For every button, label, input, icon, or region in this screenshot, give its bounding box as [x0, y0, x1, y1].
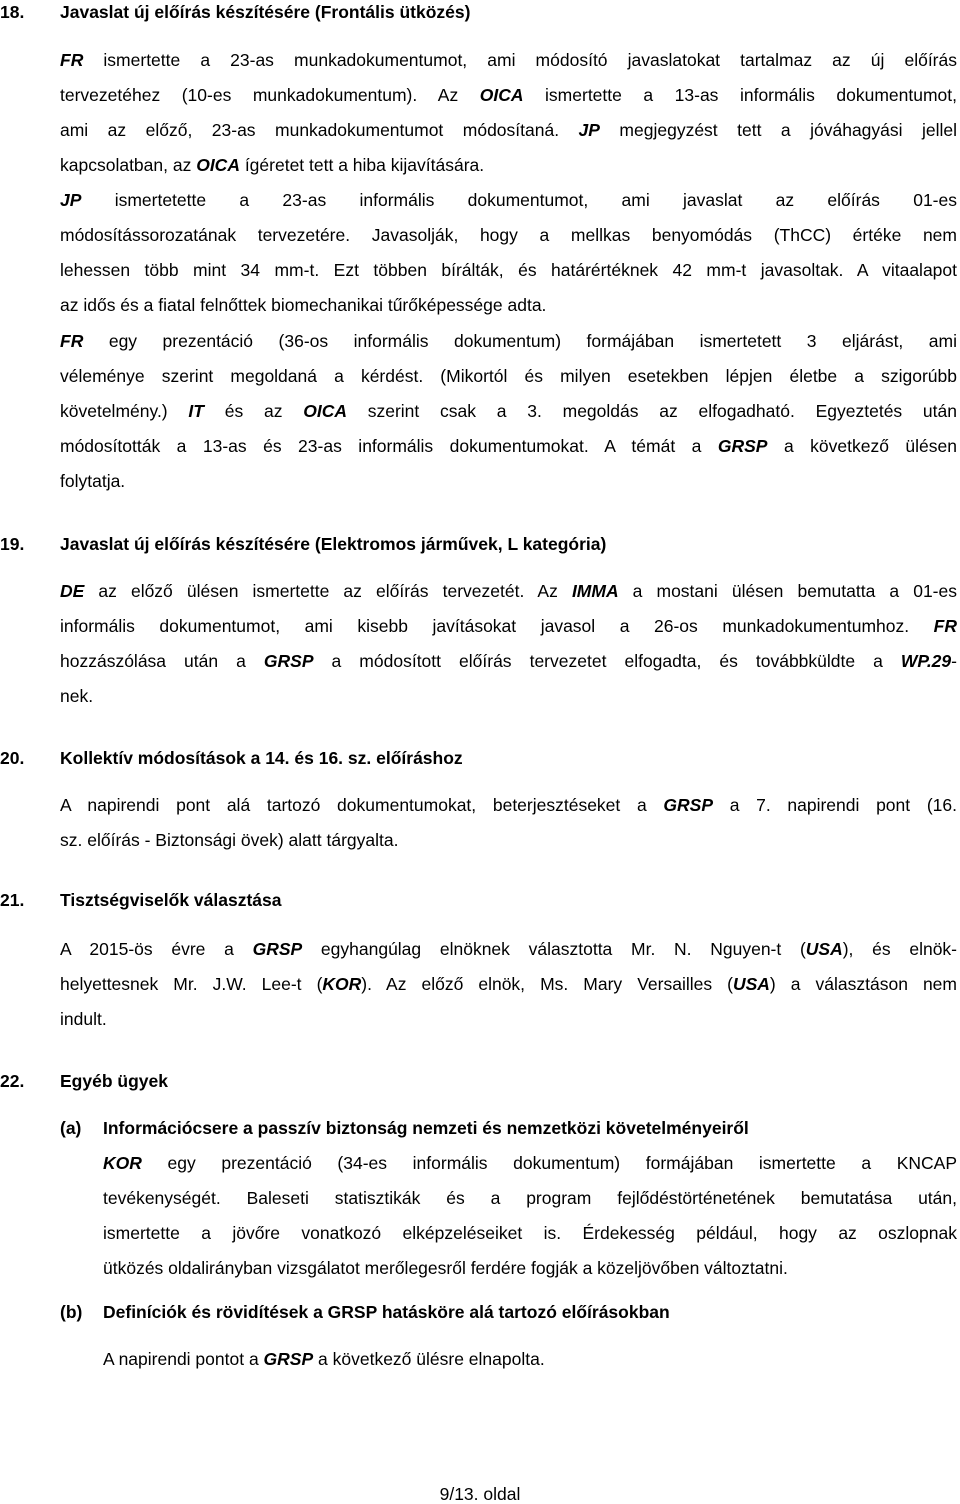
section-title: Javaslat új előírás készítésére (Frontális ütközés)	[60, 2, 471, 22]
text-run: -	[951, 651, 957, 671]
text-line	[60, 1002, 957, 1037]
emphasis-term: FR	[933, 616, 957, 636]
text-run: ígéretet tett a hiba kijavítására.	[239, 155, 485, 175]
text-run: az előző ülésen ismertette az előírás tervezetét. Az	[84, 581, 572, 601]
emphasis-term: IT	[188, 401, 204, 421]
emphasis-term: USA	[732, 974, 770, 994]
text-run: ismertette a 23-as munkadokumentumot, ami módosító javaslatokat tartalmaz az új előírás	[83, 50, 957, 70]
emphasis-term: USA	[805, 939, 843, 959]
text-run: a következő ülésre elnapolta.	[313, 1349, 545, 1369]
section-paragraph	[60, 43, 957, 183]
text-line	[60, 148, 957, 183]
section-paragraph	[60, 788, 957, 858]
text-line	[60, 679, 957, 714]
text-run: módosítássorozatának tervezetére. Javasolják, hogy a mellkas benyomódás (ThCC) értéke nem	[60, 225, 957, 245]
text-run: ) a választáson nem	[769, 974, 957, 994]
emphasis-term: KOR	[103, 1153, 142, 1173]
text-line	[60, 609, 957, 644]
text-line	[60, 253, 957, 288]
section-number: 20.	[0, 748, 25, 768]
text-line	[60, 394, 957, 429]
text-line	[60, 183, 957, 218]
text-run: helyettesnek Mr. J.W. Lee-t (	[60, 974, 323, 994]
page-number: 9/13. oldal	[439, 1484, 521, 1504]
text-run: ). Az előző elnök, Ms. Mary Versailles (	[361, 974, 733, 994]
text-run: A 2015-ös évre a	[60, 939, 253, 959]
section-paragraph	[60, 574, 957, 714]
emphasis-term: OICA	[479, 85, 524, 105]
emphasis-term: OICA	[196, 155, 240, 175]
text-line	[60, 113, 957, 148]
text-run: A napirendi pontot a	[103, 1349, 264, 1369]
emphasis-term: FR	[60, 331, 84, 351]
text-line	[60, 218, 957, 253]
text-run: ami az előző, 23-as munkadokumentumot módosítaná.	[60, 120, 579, 140]
section-number: 22.	[0, 1071, 25, 1091]
text-run: ütközés oldalirányban vizsgálatot merőlegesről ferdére fogják a közeljövőben változtatni.	[103, 1258, 788, 1278]
text-run: informális dokumentumot, ami kisebb javításokat javasol a 26-os munkadokumentumhoz.	[60, 616, 934, 636]
emphasis-term: GRSP	[263, 1349, 314, 1369]
section-title: Javaslat új előírás készítésére (Elektromos járművek, L kategória)	[60, 534, 607, 554]
text-run: módosították a 13-as és 23-as informális dokumentumokat. A témát a	[60, 436, 718, 456]
section-number: 18.	[0, 2, 25, 22]
text-run: egyhangúlag elnöknek választotta Mr. N. Nguyen-t (	[302, 939, 806, 959]
text-run: ismertette a 13-as informális dokumentumot,	[523, 85, 957, 105]
section-number: 21.	[0, 890, 25, 910]
text-line	[60, 429, 957, 464]
text-line	[60, 574, 957, 609]
text-run: a következő ülésen	[767, 436, 957, 456]
text-run: véleménye szerint megoldaná a kérdést. (Mikortól és milyen esetekben lépjen életbe a szigorúbb	[60, 366, 957, 386]
text-line	[60, 324, 957, 359]
text-line	[60, 464, 957, 499]
emphasis-term: GRSP	[663, 795, 713, 815]
section-paragraph	[60, 183, 957, 323]
subsection-paragraph	[103, 1342, 957, 1377]
text-run: egy prezentáció (34-es informális dokumentum) formájában ismertette a KNCAP	[141, 1153, 957, 1173]
emphasis-term: IMMA	[571, 581, 619, 601]
emphasis-term: OICA	[303, 401, 347, 421]
text-line	[60, 359, 957, 394]
text-run: tervezetéhez (10-es munkadokumentum). Az	[60, 85, 480, 105]
text-line	[60, 932, 957, 967]
section-paragraph	[60, 324, 957, 499]
text-line	[103, 1251, 957, 1286]
text-run: sz. előírás - Biztonsági övek) alatt tárgyalta.	[60, 830, 399, 850]
subsection-paragraph	[103, 1146, 957, 1286]
text-run: indult.	[60, 1009, 107, 1029]
text-run: tevékenységét. Baleseti statisztikák és a program fejlődéstörténetének bemutatása után,	[103, 1188, 957, 1208]
text-run: az idős és a fiatal felnőttek biomechanikai tűrőképessége adta.	[60, 295, 547, 315]
text-line	[60, 967, 957, 1002]
text-line	[103, 1216, 957, 1251]
text-run: egy prezentáció (36-os informális dokumentum) formájában ismertetett 3 eljárást, ami	[83, 331, 957, 351]
subsection-title: Definíciók és rövidítések a GRSP hatásköre alá tartozó előírásokban	[103, 1302, 670, 1322]
text-line	[103, 1181, 957, 1216]
emphasis-term: WP.29	[900, 651, 952, 671]
emphasis-term: GRSP	[717, 436, 768, 456]
section-title: Kollektív módosítások a 14. és 16. sz. előíráshoz	[60, 748, 463, 768]
text-run: lehessen több mint 34 mm-t. Ezt többen bírálták, és határértéknek 42 mm-t javasoltak. A vitaalapot	[60, 260, 957, 280]
text-run: kapcsolatban, az	[60, 155, 197, 175]
text-run: nek.	[60, 686, 94, 706]
section-title: Egyéb ügyek	[60, 1071, 168, 1091]
subsection-title: Információcsere a passzív biztonság nemzeti és nemzetközi követelményeiről	[103, 1118, 749, 1138]
text-line	[103, 1146, 957, 1181]
emphasis-term: GRSP	[252, 939, 303, 959]
text-line	[60, 78, 957, 113]
text-run: a mostani ülésen bemutatta a 01-es	[618, 581, 957, 601]
emphasis-term: FR	[60, 50, 84, 70]
text-run: a 7. napirendi pont (16.	[713, 795, 957, 815]
text-run: megjegyzést tett a jóváhagyási jellel	[599, 120, 958, 140]
text-run: és az	[203, 401, 304, 421]
text-run: ismertetette a 23-as informális dokumentumot, ami javaslat az előírás 01-es	[81, 190, 957, 210]
text-run: a módosított előírás tervezetet elfogadta, és továbbküldte a	[313, 651, 901, 671]
text-run: folytatja.	[60, 471, 126, 491]
section-number: 19.	[0, 534, 25, 554]
text-run: követelmény.)	[60, 401, 189, 421]
text-run: A napirendi pont alá tartozó dokumentumokat, beterjesztéseket a	[60, 795, 664, 815]
subsection-label: (b)	[60, 1302, 83, 1322]
text-run: ), és elnök-	[842, 939, 957, 959]
text-line	[60, 288, 957, 323]
section-paragraph	[60, 932, 957, 1037]
emphasis-term: DE	[60, 581, 85, 601]
text-line	[60, 43, 957, 78]
emphasis-term: GRSP	[263, 651, 314, 671]
text-run: szerint csak a 3. megoldás az elfogadható. Egyeztetés után	[346, 401, 957, 421]
emphasis-term: JP	[60, 190, 82, 210]
text-line	[60, 644, 957, 679]
text-line	[60, 823, 957, 858]
section-title: Tisztségviselők választása	[60, 890, 282, 910]
text-line	[60, 788, 957, 823]
emphasis-term: JP	[578, 120, 600, 140]
text-run: ismertette a jövőre vonatkozó elképzeléseiket is. Érdekesség például, hogy az oszlopnak	[103, 1223, 957, 1243]
subsection-label: (a)	[60, 1118, 82, 1138]
text-run: hozzászólása után a	[60, 651, 264, 671]
text-line	[103, 1342, 957, 1377]
emphasis-term: KOR	[322, 974, 362, 994]
